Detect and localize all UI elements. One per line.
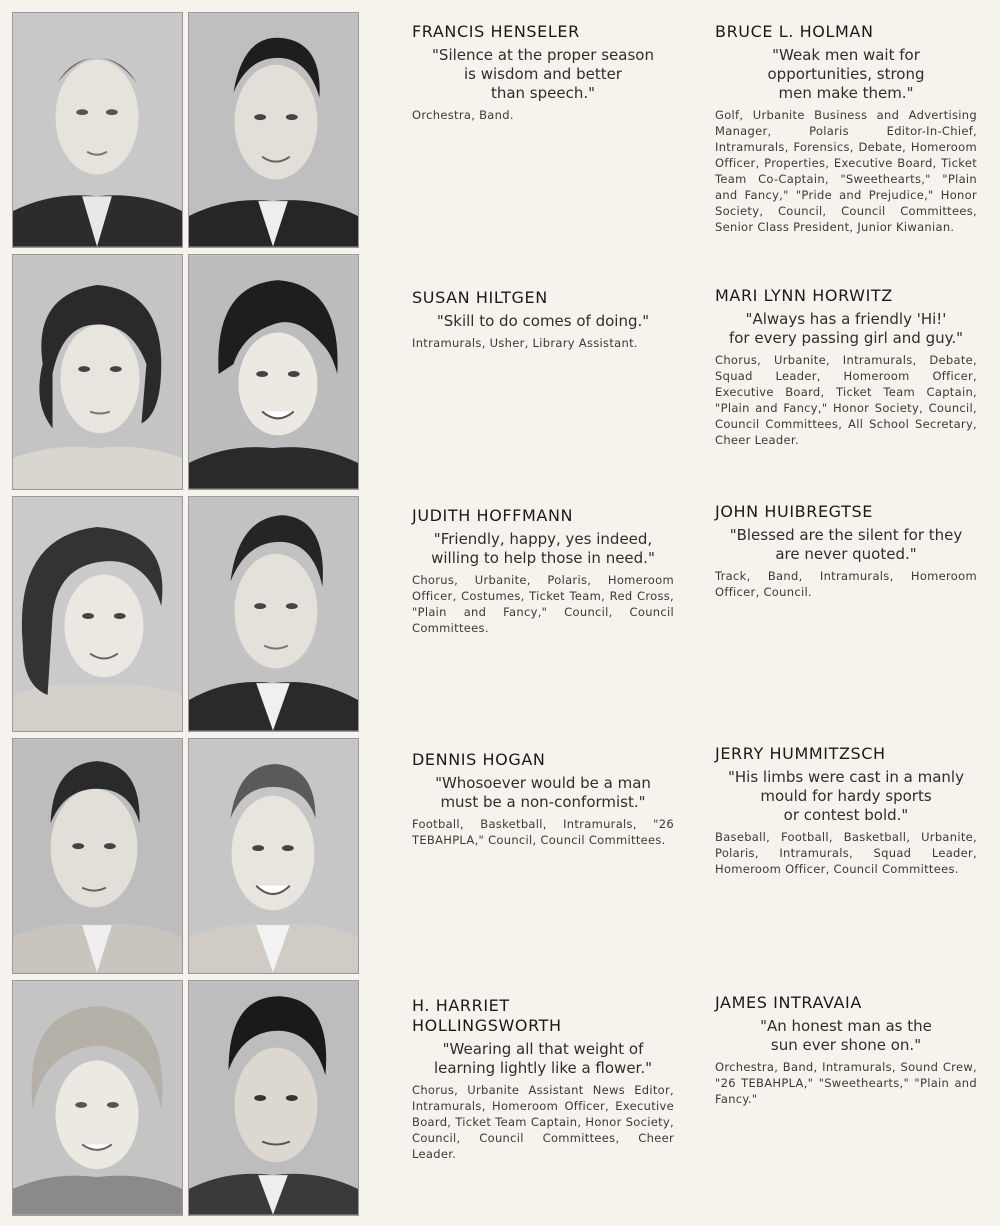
senior-activities: Football, Basketball, Intramurals, "26 TEBAHPLA," Council, Council Committees. <box>412 817 674 847</box>
senior-entry <box>412 750 674 848</box>
senior-entry <box>715 993 977 1107</box>
senior-activities: Chorus, Urbanite Assistant News Editor, Intramurals, Homeroom Officer, Executive Board, Ticket Team Captain, Honor Society, Council, Council Committees, Cheer Leader. <box>412 1083 674 1161</box>
senior-name: BRUCE L. HOLMAN <box>715 22 874 41</box>
senior-quote: "Silence at the proper season is wisdom and better than speech." <box>432 46 654 102</box>
senior-activities: Track, Band, Intramurals, Homeroom Officer, Council. <box>715 569 977 599</box>
portrait-susan-hiltgen <box>12 254 183 490</box>
senior-quote: "Wearing all that weight of learning lightly like a flower." <box>433 1040 653 1077</box>
senior-activities: Baseball, Football, Basketball, Urbanite, Polaris, Intramurals, Squad Leader, Homeroom Officer, Council Committees. <box>715 830 977 876</box>
senior-entry <box>412 996 674 1162</box>
senior-entry <box>412 506 674 636</box>
senior-quote: "Blessed are the silent for they are never quoted." <box>729 526 963 563</box>
senior-quote: "Always has a friendly 'Hi!' for every passing girl and guy." <box>728 310 964 347</box>
portrait-jerry-hummitzsch <box>188 738 359 974</box>
senior-activities: Chorus, Urbanite, Polaris, Homeroom Officer, Costumes, Ticket Team, Red Cross, "Plain and Fancy," Council, Council Committees. <box>412 573 674 635</box>
senior-name: JUDITH HOFFMANN <box>412 506 574 525</box>
portrait-john-huibregtse <box>188 496 359 732</box>
senior-entry <box>412 22 674 123</box>
senior-name: DENNIS HOGAN <box>412 750 546 769</box>
photo-row <box>12 12 362 248</box>
senior-quote: "An honest man as the sun ever shone on." <box>760 1017 932 1054</box>
portrait-judith-hoffmann <box>12 496 183 732</box>
senior-quote: "Friendly, happy, yes indeed, willing to help those in need." <box>431 530 655 567</box>
senior-name: JOHN HUIBREGTSE <box>715 502 873 521</box>
senior-entry <box>715 502 977 600</box>
photo-row <box>12 980 362 1216</box>
senior-name: SUSAN HILTGEN <box>412 288 548 307</box>
senior-quote: "Skill to do comes of doing." <box>436 312 650 330</box>
portrait-dennis-hogan <box>12 738 183 974</box>
senior-activities: Chorus, Urbanite, Intramurals, Debate, Squad Leader, Homeroom Officer, Executive Board, Ticket Team Captain, "Plain and Fancy," Honor Society, Council, Council Committees, All School Secretary, Cheer Leader. <box>715 353 977 447</box>
senior-name: FRANCIS HENSELER <box>412 22 580 41</box>
senior-activities: Orchestra, Band, Intramurals, Sound Crew, "26 TEBAHPLA," "Sweethearts," "Plain and Fancy." <box>715 1060 977 1106</box>
senior-activities: Orchestra, Band. <box>412 108 514 122</box>
photo-row <box>12 738 362 974</box>
senior-name: JERRY HUMMITZSCH <box>715 744 886 763</box>
senior-entry <box>715 744 977 877</box>
senior-entry <box>715 286 977 448</box>
senior-entry <box>715 22 977 235</box>
senior-activities: Intramurals, Usher, Library Assistant. <box>412 336 638 350</box>
senior-quote: "Weak men wait for opportunities, strong men make them." <box>767 46 925 102</box>
portrait-bruce-holman <box>188 12 359 248</box>
portrait-harriet-hollingsworth <box>12 980 183 1216</box>
portrait-francis-henseler <box>12 12 183 248</box>
senior-activities: Golf, Urbanite Business and Advertising Manager, Polaris Editor-In-Chief, Intramurals, Forensics, Debate, Homeroom Officer, Properties, Executive Board, Ticket Team Co-Captain, "Sweethearts," "Plain and Fancy," "Pride and Prejudice," Honor Society, Council, Council Committees, Senior Class President, Junior Kiwanian. <box>715 108 977 234</box>
senior-quote: "His limbs were cast in a manly mould for hardy sports or contest bold." <box>728 768 964 824</box>
senior-name: MARI LYNN HORWITZ <box>715 286 893 305</box>
photo-row <box>12 496 362 732</box>
senior-entry <box>412 288 674 351</box>
portrait-mari-lynn-horwitz <box>188 254 359 490</box>
senior-name: H. HARRIET HOLLINGSWORTH <box>412 996 562 1035</box>
senior-quote: "Whosoever would be a man must be a non-conformist." <box>435 774 651 811</box>
portrait-james-intravaia <box>188 980 359 1216</box>
senior-name: JAMES INTRAVAIA <box>715 993 862 1012</box>
photo-row <box>12 254 362 490</box>
